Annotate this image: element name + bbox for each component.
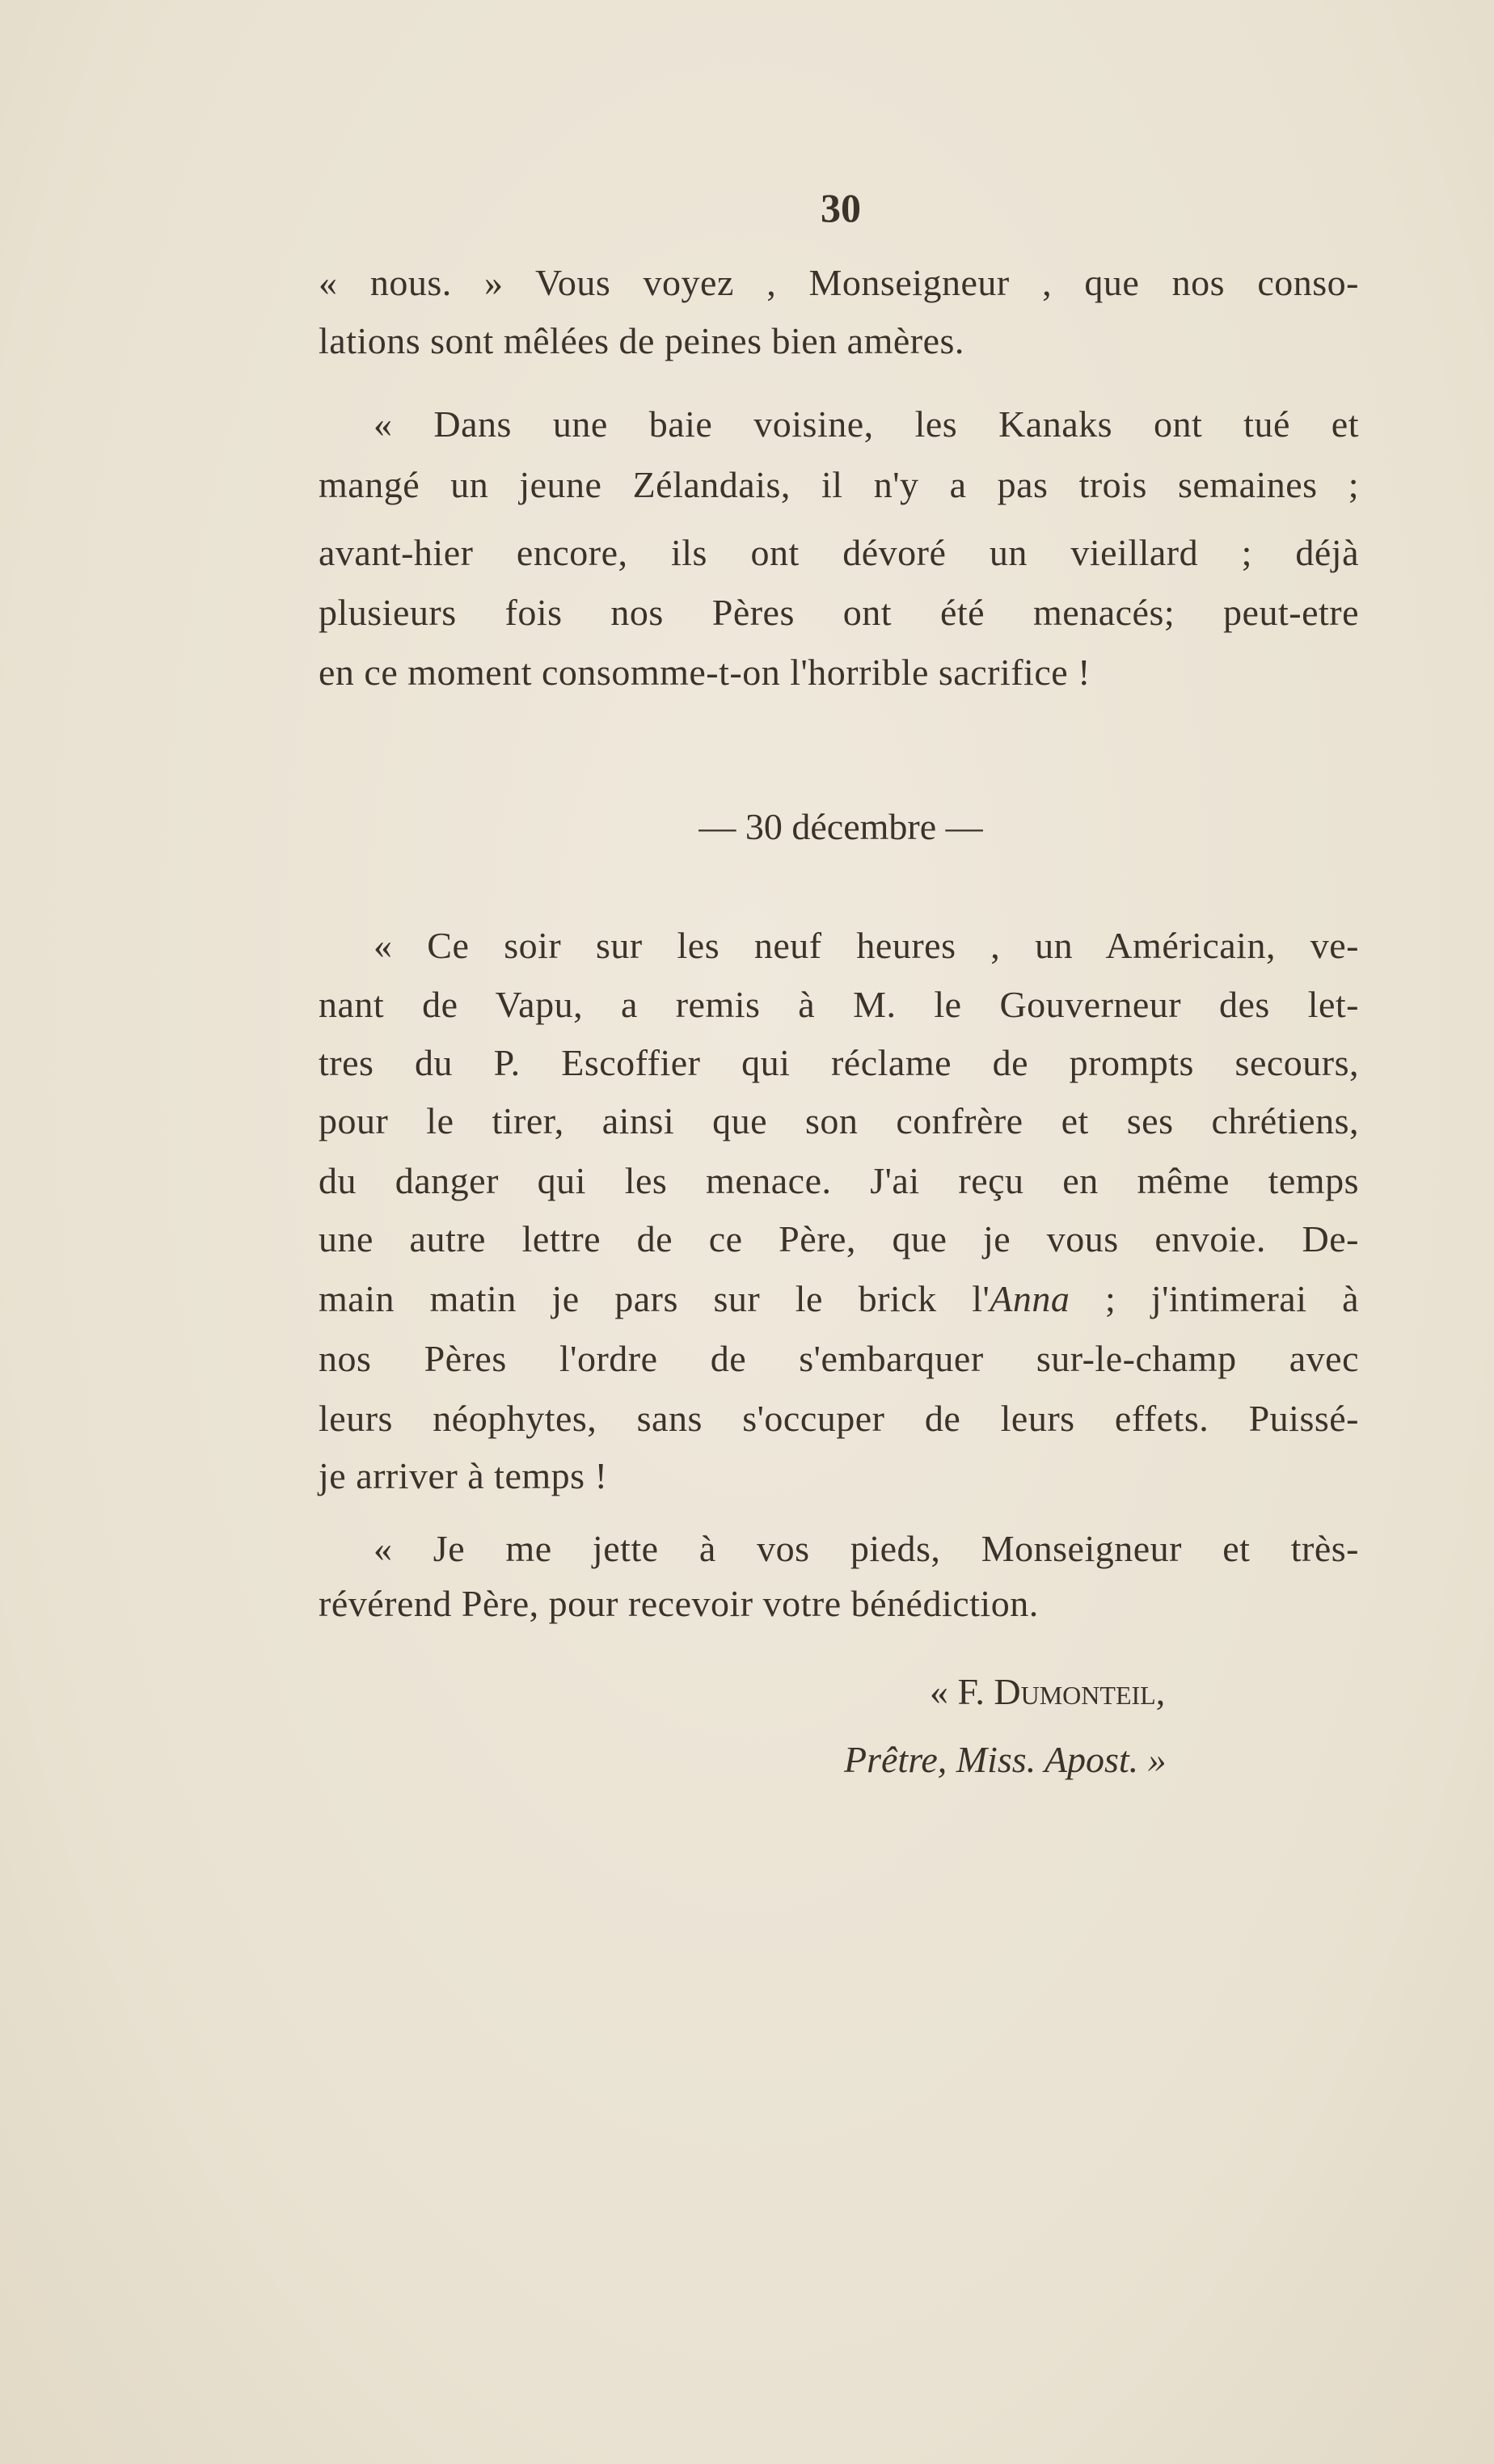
text-line: en ce moment consomme-t-on l'horrible sacrifice ! bbox=[319, 652, 1091, 693]
text-line: je arriver à temps ! bbox=[319, 1455, 608, 1496]
text-line: « Ce soir sur les neuf heures , un Américain, ve- bbox=[374, 925, 1359, 966]
text-line: « Dans une baie voisine, les Kanaks ont tué et bbox=[374, 403, 1359, 445]
text-line: lations sont mêlées de peines bien amères. bbox=[319, 320, 964, 361]
ship-name: Anna bbox=[990, 1278, 1070, 1319]
text-segment: ; j'intimerai à bbox=[1070, 1278, 1359, 1319]
text-line: leurs néophytes, sans s'occuper de leurs effets. Puissé- bbox=[319, 1398, 1359, 1439]
text-line: du danger qui les menace. J'ai reçu en même temps bbox=[319, 1160, 1359, 1201]
text-line: mangé un jeune Zélandais, il n'y a pas trois semaines ; bbox=[319, 464, 1359, 505]
text-line: plusieurs fois nos Pères ont été menacés; peut-etre bbox=[319, 592, 1359, 633]
text-line: pour le tirer, ainsi que son confrère et ses chrétiens, bbox=[319, 1100, 1359, 1141]
text-line: tres du P. Escoffier qui réclame de prompts secours, bbox=[319, 1042, 1359, 1083]
signature-title: Prêtre, Miss. Apost. » bbox=[844, 1739, 1167, 1780]
text-line: nant de Vapu, a remis à M. le Gouverneur des let- bbox=[319, 984, 1359, 1025]
text-line: « Je me jette à vos pieds, Monseigneur et très- bbox=[374, 1528, 1359, 1569]
text-line bbox=[319, 1275, 1359, 1323]
page-number: 30 bbox=[821, 185, 861, 230]
text-line: « nous. » Vous voyez , Monseigneur , que nos conso- bbox=[319, 262, 1359, 303]
text-line: une autre lettre de ce Père, que je vous envoie. De- bbox=[319, 1218, 1359, 1259]
text-segment: main matin je pars sur le brick l' bbox=[319, 1278, 990, 1319]
text-line: nos Pères l'ordre de s'embarquer sur-le-champ avec bbox=[319, 1338, 1359, 1379]
text-line: révérend Père, pour recevoir votre bénédiction. bbox=[319, 1583, 1039, 1624]
text-line: avant-hier encore, ils ont dévoré un vieillard ; déjà bbox=[319, 532, 1359, 573]
date-heading: — 30 décembre — bbox=[698, 806, 983, 847]
signature-name: « F. Dumonteil, bbox=[930, 1671, 1166, 1712]
